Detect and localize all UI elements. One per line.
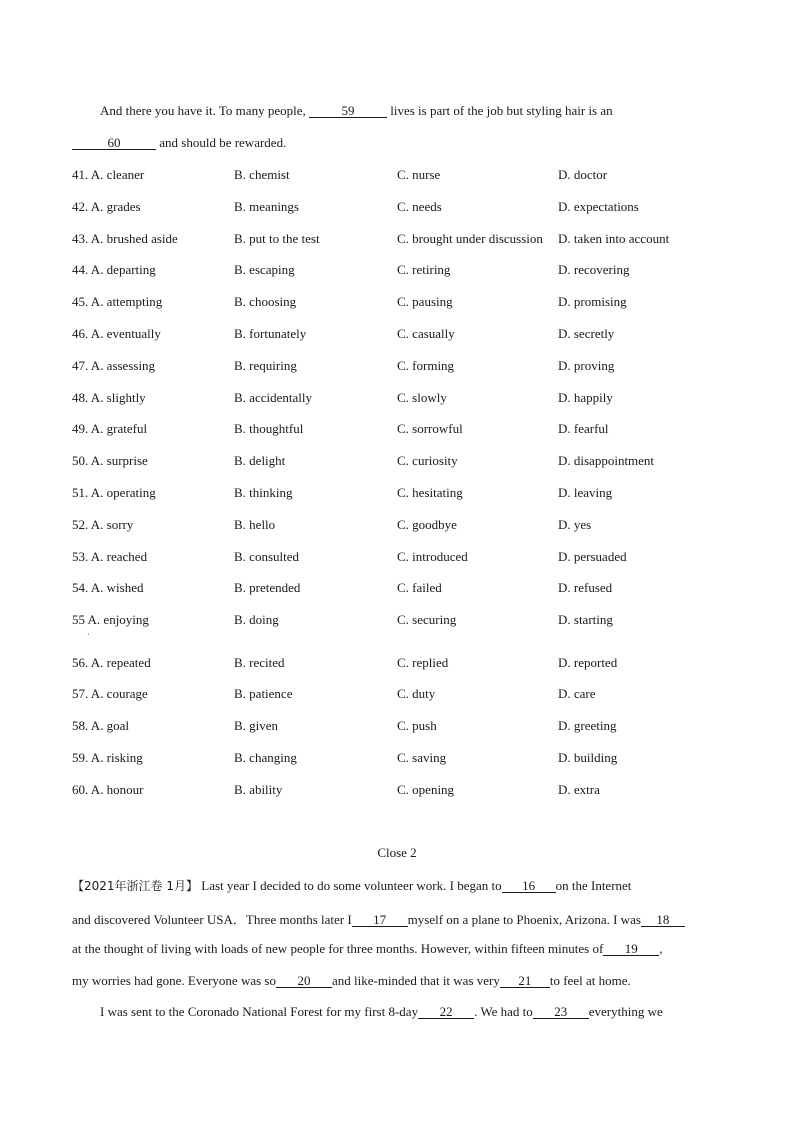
- option-row: [72, 453, 732, 469]
- text: and discovered Volunteer USA．Three months later I: [72, 912, 352, 927]
- option-a: 47. A. assessing: [72, 358, 156, 373]
- option-c: C. securing: [397, 612, 457, 627]
- option-b: B. doing: [234, 612, 279, 627]
- option-c: C. retiring: [397, 262, 451, 277]
- option-a: 53. A. reached: [72, 549, 148, 564]
- option-d: D. doctor: [558, 167, 608, 182]
- blank-60: 60: [72, 136, 156, 150]
- stray-mark: ·: [87, 630, 90, 639]
- text: everything we: [588, 1004, 663, 1019]
- blank-22: 22: [418, 1005, 474, 1019]
- passage2-line-3: [72, 941, 663, 957]
- blank-21: 21: [500, 974, 550, 988]
- option-d: D. leaving: [558, 485, 613, 500]
- option-b: B. hello: [234, 517, 276, 532]
- passage2-line-5: [100, 1004, 663, 1020]
- option-c: C. pausing: [397, 294, 453, 309]
- option-a: 42. A. grades: [72, 199, 141, 214]
- option-c: C. opening: [397, 782, 455, 797]
- option-d: D. happily: [558, 390, 613, 405]
- option-a: 55 A. enjoying: [72, 612, 149, 627]
- option-c: C. slowly: [397, 390, 447, 405]
- text: I was sent to the Coronado National Forest for my first 8-day: [100, 1004, 419, 1019]
- option-row: [72, 612, 732, 628]
- option-d: D. promising: [558, 294, 627, 309]
- option-d: D. proving: [558, 358, 615, 373]
- blank-59: 59: [309, 104, 387, 118]
- option-a: 45. A. attempting: [72, 294, 163, 309]
- option-c: C. sorrowful: [397, 421, 463, 436]
- option-row: [72, 358, 732, 374]
- option-d: D. taken into account: [558, 231, 670, 246]
- option-d: D. starting: [558, 612, 613, 627]
- option-a: 50. A. surprise: [72, 453, 148, 468]
- option-d: D. persuaded: [558, 549, 627, 564]
- option-b: B. fortunately: [234, 326, 307, 341]
- text: my worries had gone. Everyone was so: [72, 973, 276, 988]
- blank-23: 23: [533, 1005, 589, 1019]
- option-c: C. forming: [397, 358, 455, 373]
- option-row: [72, 580, 732, 596]
- option-row: [72, 199, 732, 215]
- blank-19: 19: [603, 942, 659, 956]
- option-a: 43. A. brushed aside: [72, 231, 178, 246]
- option-b: B. choosing: [234, 294, 297, 309]
- section-title: Close 2: [377, 845, 417, 860]
- passage2-line-4: [72, 973, 631, 989]
- option-a: 46. A. eventually: [72, 326, 161, 341]
- option-a: 49. A. grateful: [72, 421, 148, 436]
- option-row: [72, 517, 732, 533]
- text: at the thought of living with loads of new people for three months. However, within fifteen minutes of: [72, 941, 604, 956]
- option-c: C. nurse: [397, 167, 441, 182]
- option-c: C. failed: [397, 580, 442, 595]
- option-b: B. recited: [234, 655, 285, 670]
- blank-20: 20: [276, 974, 332, 988]
- option-c: C. curiosity: [397, 453, 458, 468]
- option-a: 52. A. sorry: [72, 517, 134, 532]
- option-d: D. building: [558, 750, 618, 765]
- option-row: [72, 686, 732, 702]
- option-row: [72, 485, 732, 501]
- option-c: C. brought under discussion: [397, 231, 543, 246]
- option-a: 56. A. repeated: [72, 655, 151, 670]
- option-row: [72, 231, 732, 247]
- passage-line-2: [72, 135, 286, 151]
- option-b: B. changing: [234, 750, 297, 765]
- option-b: B. pretended: [234, 580, 301, 595]
- text: and should be rewarded.: [156, 135, 287, 150]
- option-d: D. recovering: [558, 262, 630, 277]
- option-b: B. delight: [234, 453, 286, 468]
- option-row: [72, 421, 732, 437]
- option-c: C. hesitating: [397, 485, 463, 500]
- text: and like-minded that it was very: [331, 973, 500, 988]
- option-c: C. casually: [397, 326, 455, 341]
- option-b: B. requiring: [234, 358, 297, 373]
- option-c: C. replied: [397, 655, 449, 670]
- option-row: [72, 718, 732, 734]
- option-row: [72, 782, 732, 798]
- option-c: C. introduced: [397, 549, 468, 564]
- option-b: B. chemist: [234, 167, 290, 182]
- option-b: B. put to the test: [234, 231, 320, 246]
- option-b: B. patience: [234, 686, 293, 701]
- option-a: 41. A. cleaner: [72, 167, 145, 182]
- passage-line-1: [100, 103, 613, 119]
- option-c: C. needs: [397, 199, 442, 214]
- option-a: 48. A. slightly: [72, 390, 146, 405]
- option-b: B. thoughtful: [234, 421, 304, 436]
- option-d: D. extra: [558, 782, 600, 797]
- passage2-line-2: [72, 909, 685, 928]
- blank-16: 16: [502, 879, 556, 893]
- blank-18: 18: [641, 913, 685, 927]
- option-a: 59. A. risking: [72, 750, 143, 765]
- option-c: C. goodbye: [397, 517, 457, 532]
- text: ,: [659, 941, 663, 956]
- option-row: [72, 294, 732, 310]
- option-d: D. secretly: [558, 326, 615, 341]
- option-b: B. ability: [234, 782, 283, 797]
- option-b: B. accidentally: [234, 390, 312, 405]
- option-a: 60. A. honour: [72, 782, 144, 797]
- option-row: [72, 390, 732, 406]
- text: to feel at home.: [549, 973, 631, 988]
- source-tag: 【2021年浙江卷 1月】: [72, 879, 198, 893]
- blank-17: 17: [352, 913, 408, 927]
- text: lives is part of the job but styling hair is an: [390, 103, 613, 118]
- option-a: 57. A. courage: [72, 686, 148, 701]
- option-a: 58. A. goal: [72, 718, 130, 733]
- option-d: D. reported: [558, 655, 618, 670]
- option-d: D. yes: [558, 517, 592, 532]
- text: Last year I decided to do some volunteer work. I began to: [198, 878, 502, 893]
- option-b: B. meanings: [234, 199, 299, 214]
- option-a: 54. A. wished: [72, 580, 144, 595]
- option-row: [72, 326, 732, 342]
- option-a: 44. A. departing: [72, 262, 156, 277]
- option-row: [72, 167, 732, 183]
- option-row: [72, 262, 732, 278]
- option-a: 51. A. operating: [72, 485, 156, 500]
- option-d: D. greeting: [558, 718, 617, 733]
- option-b: B. consulted: [234, 549, 299, 564]
- option-row: [72, 549, 732, 565]
- text: on the Internet: [555, 878, 632, 893]
- text: And there you have it. To many people,: [100, 103, 306, 118]
- option-row: [72, 655, 732, 671]
- option-row: [72, 750, 732, 766]
- option-b: B. given: [234, 718, 279, 733]
- option-b: B. escaping: [234, 262, 295, 277]
- option-d: D. care: [558, 686, 596, 701]
- option-d: D. disappointment: [558, 453, 655, 468]
- text: . We had to: [474, 1004, 533, 1019]
- option-c: C. push: [397, 718, 437, 733]
- option-c: C. duty: [397, 686, 436, 701]
- passage2-line-1: [72, 877, 631, 894]
- option-d: D. refused: [558, 580, 613, 595]
- option-b: B. thinking: [234, 485, 293, 500]
- option-c: C. saving: [397, 750, 447, 765]
- text: myself on a plane to Phoenix, Arizona. I was: [407, 912, 641, 927]
- option-d: D. fearful: [558, 421, 609, 436]
- option-d: D. expectations: [558, 199, 639, 214]
